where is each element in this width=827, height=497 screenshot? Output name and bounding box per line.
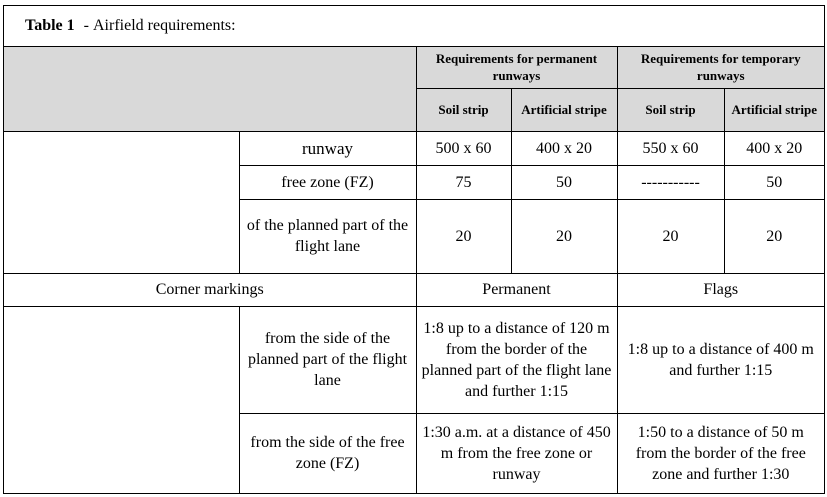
table-title: Airfield requirements: xyxy=(92,17,236,34)
dimensions-group-cell xyxy=(4,131,239,273)
header-row-1 xyxy=(4,47,824,88)
cell-runway-permanent-soil: 500 x 60 xyxy=(416,131,511,165)
cell-runway-temporary-artificial: 400 x 20 xyxy=(724,131,824,165)
row-label-planned-part: of the planned part of the flight lane xyxy=(239,199,416,273)
cell-free-zone-side-permanent: 1:30 a.m. at a distance of 450 m from the free zone or runway xyxy=(416,413,617,493)
row-label-free-zone: free zone (FZ) xyxy=(239,165,416,199)
table-number: Table 1 xyxy=(25,17,75,34)
cell-runway-permanent-artificial: 400 x 20 xyxy=(511,131,617,165)
cell-free-zone-side-flags: 1:50 to a distance of 50 m from the border of the free zone and further 1:30 xyxy=(617,413,824,493)
header-permanent-runways: Requirements for permanent runways xyxy=(416,47,617,88)
table-row-corner-planned-side xyxy=(4,306,824,413)
row-label-planned-side: from the side of the planned part of the flight lane xyxy=(239,306,416,413)
cell-fz-permanent-artificial: 50 xyxy=(511,165,617,199)
header-blank-cell xyxy=(4,47,416,131)
caption-separator: - xyxy=(79,17,93,34)
table-row-runway xyxy=(4,131,824,165)
airfield-requirements-table xyxy=(4,47,824,494)
cell-planned-temporary-artificial: 20 xyxy=(724,199,824,273)
cell-planned-side-flags: 1:8 up to a distance of 400 m and further 1:15 xyxy=(617,306,824,413)
corner-markings-label: Corner markings xyxy=(4,273,416,306)
cell-planned-side-permanent: 1:8 up to a distance of 120 m from the border of the planned part of the flight lane and further 1:15 xyxy=(416,306,617,413)
table-row-corner-markings xyxy=(4,273,824,306)
header-temporary-artificial-stripe: Artificial stripe xyxy=(724,88,824,131)
cell-planned-permanent-soil: 20 xyxy=(416,199,511,273)
header-permanent-artificial-stripe: Artificial stripe xyxy=(511,88,617,131)
header-permanent-soil-strip: Soil strip xyxy=(416,88,511,131)
cell-runway-temporary-soil: 550 x 60 xyxy=(617,131,724,165)
cell-planned-temporary-soil: 20 xyxy=(617,199,724,273)
row-label-runway: runway xyxy=(239,131,416,165)
cell-fz-temporary-soil: ----------- xyxy=(617,165,724,199)
corner-flags-header: Flags xyxy=(617,273,824,306)
cell-fz-permanent-soil: 75 xyxy=(416,165,511,199)
cell-fz-temporary-artificial: 50 xyxy=(724,165,824,199)
requirements-table-frame xyxy=(3,5,825,494)
corner-permanent-header: Permanent xyxy=(416,273,617,306)
table-caption xyxy=(4,6,824,47)
row-label-free-zone-side: from the side of the free zone (FZ) xyxy=(239,413,416,493)
header-temporary-runways: Requirements for temporary runways xyxy=(617,47,824,88)
header-temporary-soil-strip: Soil strip xyxy=(617,88,724,131)
cell-planned-permanent-artificial: 20 xyxy=(511,199,617,273)
corner-group-cell xyxy=(4,306,239,493)
